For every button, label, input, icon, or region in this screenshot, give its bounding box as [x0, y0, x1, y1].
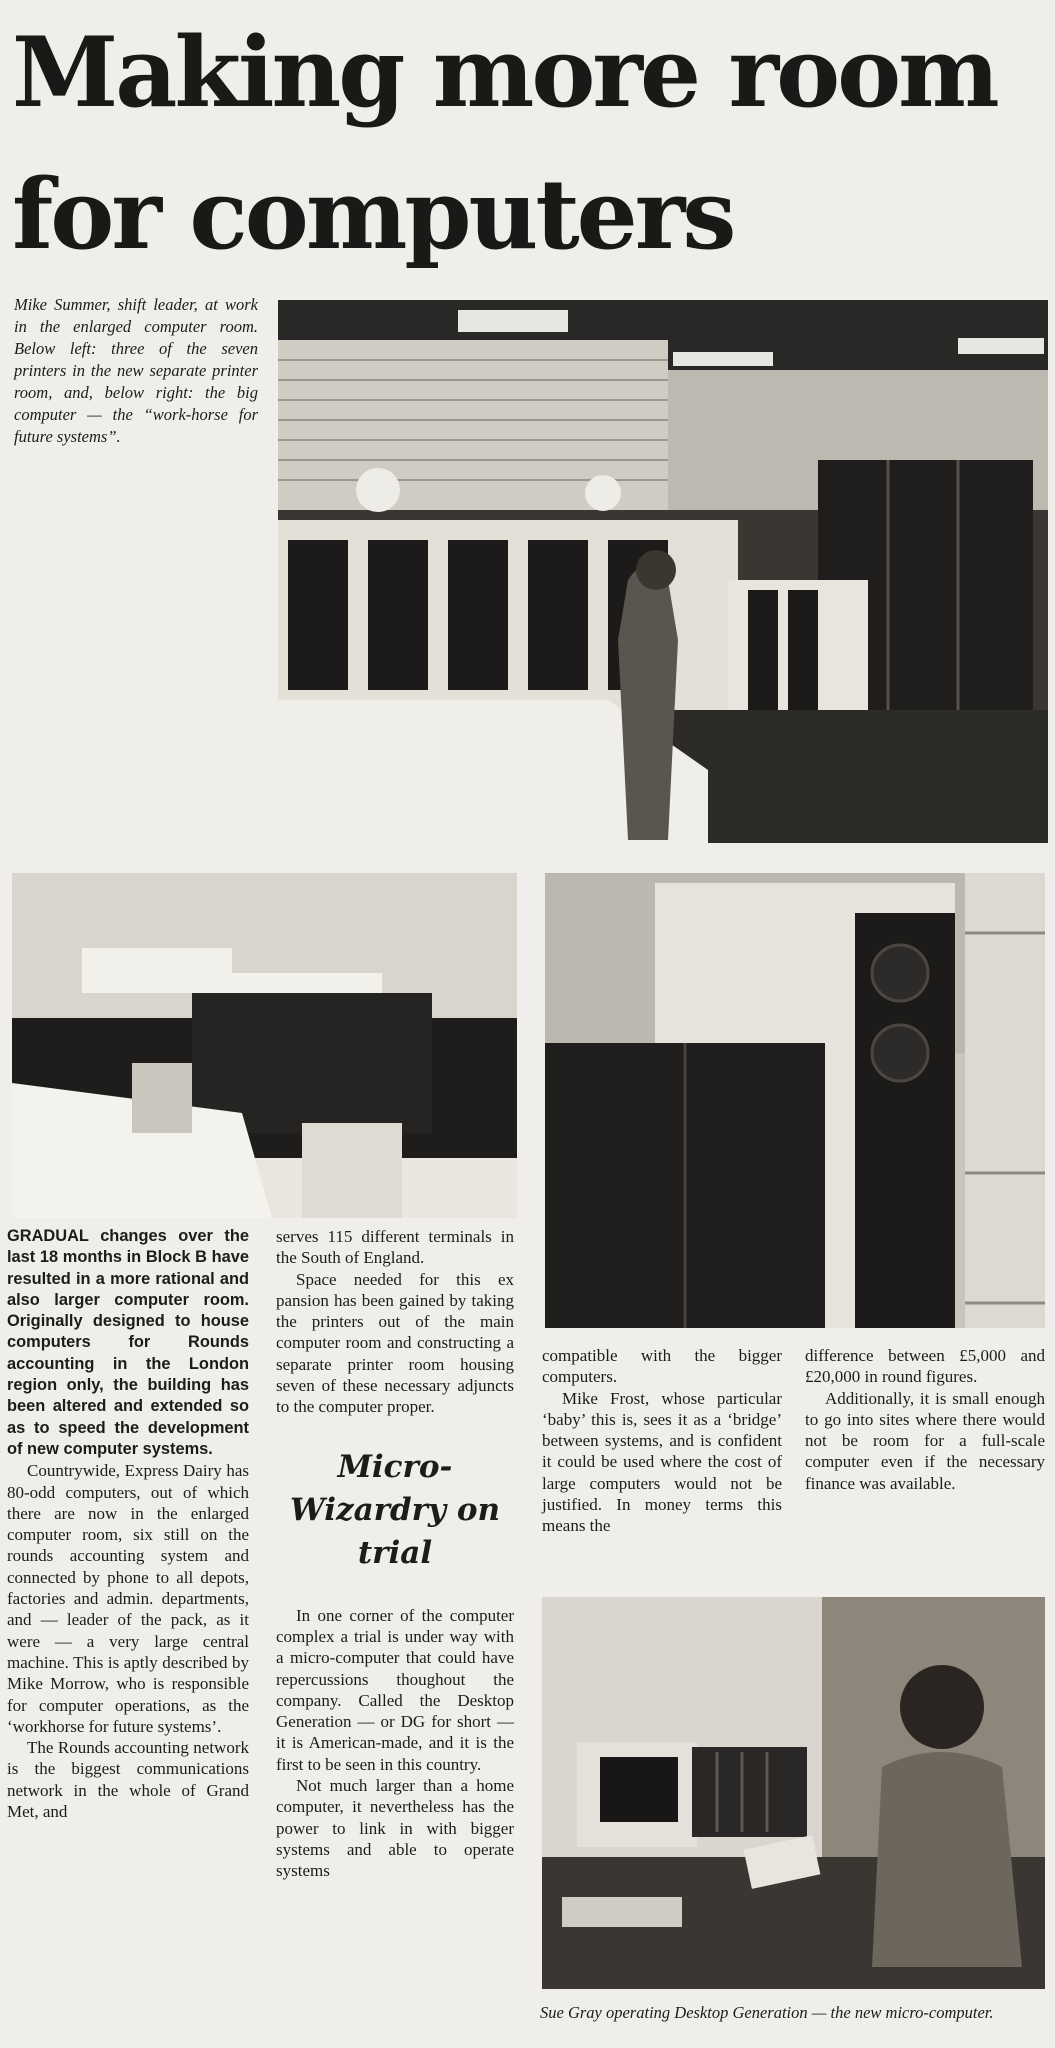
article-column-3: [542, 1345, 782, 1537]
article-paragraph: compatible with the bigger computers.: [542, 1346, 782, 1387]
article-paragraph: serves 115 different terminals in the South of England.: [276, 1227, 514, 1268]
desktop-generation-photo: [542, 1597, 1045, 1989]
article-column-1: [7, 1226, 249, 1822]
article-paragraph: Not much larger than a home computer, it nevertheless has the power to link in with bigger systems and able to operate systems: [276, 1776, 514, 1881]
headline: [12, 2, 1052, 286]
computer-room-photo: [278, 300, 1048, 843]
article-paragraph: Additionally, it is small enough to go into sites where there would not be room for a full-scale computer even if the necessary finance was available.: [805, 1388, 1045, 1493]
article-paragraph: The Rounds accounting network is the biggest communications network in the whole of Grand Met, and: [7, 1738, 249, 1822]
article-paragraph: Space needed for this ex pansion has been gained by taking the printers out of the main computer room and constructing a separate printer room housing seven of these necessary adjuncts to the computer proper.: [276, 1269, 514, 1417]
bottom-photo-caption: Sue Gray operating Desktop Generation — the new micro-computer.: [540, 2003, 994, 2022]
headline-line-2: for computers: [12, 158, 734, 271]
headline-line-1: Making more room: [12, 16, 997, 129]
article-paragraph: difference between £5,000 and £20,000 in round figures.: [805, 1346, 1045, 1387]
big-computer-photo: [545, 873, 1045, 1328]
article-paragraph: In one corner of the computer complex a trial is under way with a micro-computer that could have repercussions thoughout the company. Called the Desktop Generation — or DG for short — it is American-made, and it is the first to be seen in this country.: [276, 1605, 514, 1774]
top-photo-caption: Mike Summer, shift leader, at work in the enlarged computer room. Below left: three of the seven printers in the new separate printer room, and, below right: the big computer — the “work-horse for future systems”.: [14, 295, 258, 446]
section-subhead: Micro-Wizardry on trial: [289, 1448, 501, 1571]
article-paragraph: Mike Frost, whose particular ‘baby’ this is, sees it as a ‘bridge’ between systems, and is confident it could be used where the cost of large computers would not be justified. In money terms this means the: [542, 1388, 782, 1536]
article-paragraph: Countrywide, Express Dairy has 80-odd computers, out of which there are now in the enlarged computer room, six still on the rounds accounting system and connected by phone to all depots, factories and admin. departments, and — leader of the pack, as it were — a very large central machine. This is aptly described by Mike Morrow, who is responsible for computer operations, as the ‘workhorse for future systems’.: [7, 1461, 249, 1736]
article-lead-paragraph: GRADUAL changes over the last 18 months in Block B have resulted in a more rational and also larger computer room. Originally designed to house computers for Rounds accounting in the London region only, the building has been altered and extended so as to speed the development of new computer systems.: [7, 1227, 249, 1458]
article-column-4: [805, 1345, 1045, 1494]
article-column-2: [276, 1226, 514, 1882]
printer-room-photo: [12, 873, 517, 1218]
